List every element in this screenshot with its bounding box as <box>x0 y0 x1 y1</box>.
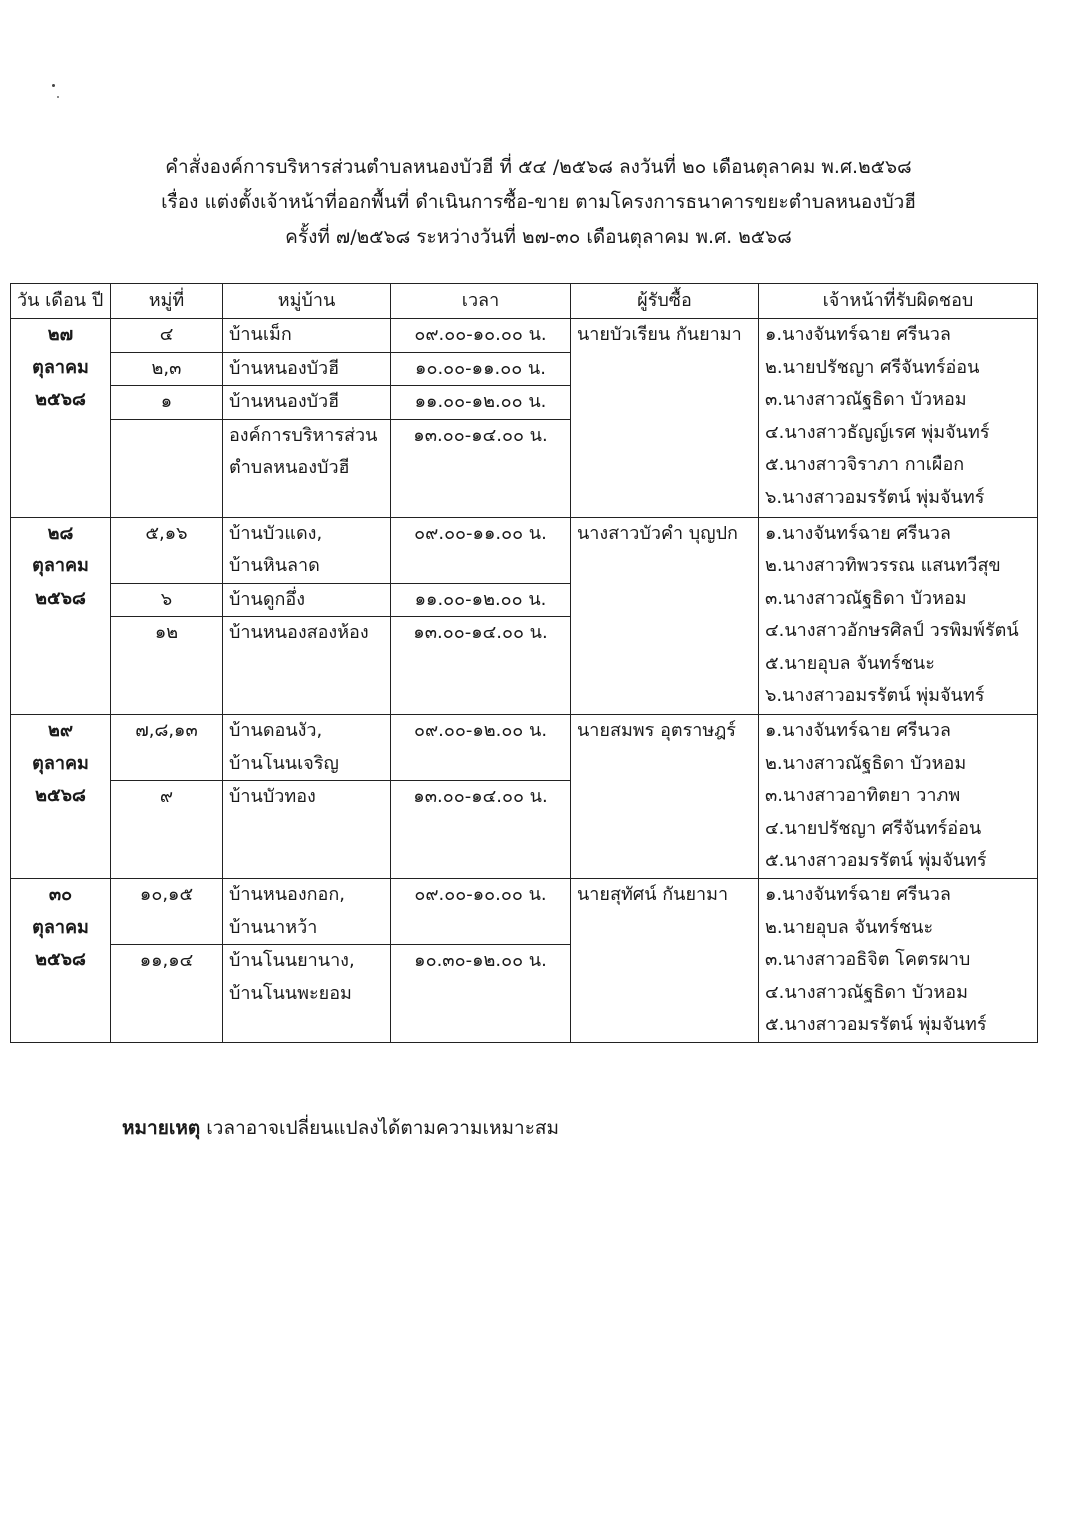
moo-cell: ๔ <box>111 319 223 353</box>
village-cell <box>223 583 391 617</box>
officer-name: ๑.นางจันทร์ฉาย ศรีนวล <box>765 884 951 905</box>
order-period: ครั้งที่ ๗/๒๕๖๘ ระหว่างวันที่ ๒๗-๓๐ เดือนตุลาคม พ.ศ. ๒๕๖๘ <box>285 226 792 248</box>
time-cell: ๐๙.๐๐-๑๐.๐๐ น. <box>391 879 571 945</box>
officer-name: ๕.นางสาวอมรรัตน์ พุ่มจันทร์ <box>765 1014 987 1035</box>
document-header <box>0 150 1077 255</box>
table-row <box>11 319 1038 353</box>
schedule-body <box>11 319 1038 1043</box>
time-cell: ๑๓.๐๐-๑๔.๐๐ น. <box>391 419 571 517</box>
buyer-cell <box>571 879 759 1043</box>
time-cell: ๐๙.๐๐-๑๑.๐๐ น. <box>391 517 571 583</box>
col-header-date: วัน เดือน ปี <box>11 284 111 319</box>
time-cell: ๑๑.๐๐-๑๒.๐๐ น. <box>391 583 571 617</box>
moo-cell: ๑๑,๑๔ <box>111 945 223 1043</box>
date-line: ๒๙ <box>47 720 74 741</box>
col-header-time: เวลา <box>391 284 571 319</box>
time-cell: ๑๐.๐๐-๑๑.๐๐ น. <box>391 352 571 386</box>
date-cell <box>11 319 111 518</box>
buyer-name: นายสุทัศน์ กันยามา <box>577 884 729 905</box>
buyer-cell <box>571 517 759 715</box>
date-line: ๒๕๖๘ <box>35 949 86 970</box>
officer-name: ๔.นางสาวณัฐธิดา บัวหอม <box>765 981 968 1003</box>
village-line: ตำบลหนองบัวฮี <box>229 457 350 478</box>
village-line: บ้านหนองบัวฮี <box>229 391 340 412</box>
date-line: ๒๘ <box>47 522 74 544</box>
officer-name: ๑.นางจันทร์ฉาย ศรีนวล <box>765 720 951 741</box>
village-line: บ้านหินลาด <box>229 555 320 576</box>
village-cell <box>223 419 391 517</box>
village-cell <box>223 781 391 879</box>
village-line: บ้านโนนพะยอม <box>229 982 352 1004</box>
village-line: บ้านนาหว้า <box>229 916 318 938</box>
officer-name: ๓.นางสาวณัฐธิดา บัวหอม <box>765 389 967 410</box>
order-title: คำสั่งองค์การบริหารส่วนตำบลหนองบัวฮี ที่ ๕๔ /๒๕๖๘ ลงวันที่ ๒๐ เดือนตุลาคม พ.ศ.๒๕๖๘ <box>165 156 912 178</box>
moo-cell: ๙ <box>111 781 223 879</box>
village-line: บ้านเม็ก <box>229 324 292 345</box>
date-line: ตุลาคม <box>32 752 89 774</box>
village-line: บ้านหนองกอก, <box>229 884 345 905</box>
time-cell: ๐๙.๐๐-๑๐.๐๐ น. <box>391 319 571 353</box>
officer-name: ๖.นางสาวอมรรัตน์ พุ่มจันทร์ <box>765 486 985 508</box>
time-cell: ๑๓.๐๐-๑๔.๐๐ น. <box>391 617 571 715</box>
date-line: ตุลาคม <box>32 555 89 576</box>
table-header-row <box>11 284 1038 319</box>
order-subject: เรื่อง แต่งตั้งเจ้าหน้าที่ออกพื้นที่ ดำเนินการซื้อ-ขาย ตามโครงการธนาคารขยะตำบลหนองบัวฮี <box>161 191 916 213</box>
time-cell: ๐๙.๐๐-๑๒.๐๐ น. <box>391 715 571 781</box>
officer-name: ๑.นางจันทร์ฉาย ศรีนวล <box>765 324 951 345</box>
date-line: ๒๕๖๘ <box>35 587 86 609</box>
buyer-cell <box>571 319 759 518</box>
buyer-name: นายสมพร อุตราษฎร์ <box>577 720 736 741</box>
date-line: ๒๕๖๘ <box>35 389 86 410</box>
officer-name: ๕.นายอุบล จันทร์ชนะ <box>765 652 935 674</box>
village-line: องค์การบริหารส่วน <box>229 424 378 446</box>
buyer-name: นางสาวบัวคำ บุญปก <box>577 522 738 544</box>
village-cell <box>223 879 391 945</box>
note-text: เวลาอาจเปลี่ยนแปลงได้ตามความเหมาะสม <box>206 1117 560 1139</box>
buyer-name: นายบัวเรียน กันยามา <box>577 324 742 345</box>
footnote <box>122 1113 559 1143</box>
buyer-cell <box>571 715 759 879</box>
date-line: ตุลาคม <box>32 356 89 378</box>
scan-speck <box>57 96 59 98</box>
date-cell <box>11 879 111 1043</box>
village-line: บ้านหนองสองห้อง <box>229 622 369 643</box>
schedule-table <box>10 283 1038 1043</box>
moo-cell <box>111 419 223 517</box>
village-line: บ้านโนนเจริญ <box>229 752 339 774</box>
officer-name: ๓.นางสาวณัฐธิดา บัวหอม <box>765 587 967 609</box>
col-header-moo: หมู่ที่ <box>111 284 223 319</box>
date-cell <box>11 517 111 715</box>
village-line: บ้านโนนยานาง, <box>229 950 355 971</box>
table-row <box>11 517 1038 583</box>
village-cell <box>223 945 391 1043</box>
table-row <box>11 715 1038 781</box>
village-line: บ้านบัวแดง, <box>229 522 323 544</box>
officer-name: ๖.นางสาวอมรรัตน์ พุ่มจันทร์ <box>765 685 985 706</box>
scan-speck <box>52 84 55 87</box>
officer-name: ๑.นางจันทร์ฉาย ศรีนวล <box>765 522 951 544</box>
village-cell <box>223 319 391 353</box>
officer-name: ๒.นายอุบล จันทร์ชนะ <box>765 916 934 938</box>
officers-cell <box>759 517 1038 715</box>
village-line: บ้านหนองบัวฮี <box>229 357 340 379</box>
officers-cell <box>759 879 1038 1043</box>
col-header-buyer: ผู้รับซื้อ <box>571 284 759 319</box>
village-cell <box>223 715 391 781</box>
officer-name: ๓.นางสาวอาทิตยา วาภพ <box>765 785 961 806</box>
moo-cell: ๗,๘,๑๓ <box>111 715 223 781</box>
note-label: หมายเหตุ <box>122 1117 201 1139</box>
moo-cell: ๖ <box>111 583 223 617</box>
moo-cell: ๑ <box>111 386 223 420</box>
village-line: บ้านดอนงัว, <box>229 720 323 741</box>
village-line: บ้านดูกอึ่ง <box>229 588 306 610</box>
village-cell <box>223 386 391 420</box>
officer-name: ๒.นายปรัชญา ศรีจันทร์อ่อน <box>765 356 980 378</box>
moo-cell: ๒,๓ <box>111 352 223 386</box>
date-line: ๒๗ <box>47 324 74 345</box>
officer-name: ๓.นางสาวอธิจิต โคตรผาบ <box>765 949 971 970</box>
col-header-officers: เจ้าหน้าที่รับผิดชอบ <box>759 284 1038 319</box>
officer-name: ๔.นายปรัชญา ศรีจันทร์อ่อน <box>765 817 982 839</box>
time-cell: ๑๐.๓๐-๑๒.๐๐ น. <box>391 945 571 1043</box>
date-cell <box>11 715 111 879</box>
col-header-village: หมู่บ้าน <box>223 284 391 319</box>
date-line: ๒๕๖๘ <box>35 785 86 806</box>
village-cell <box>223 617 391 715</box>
date-line: ๓๐ <box>48 884 73 905</box>
officers-cell <box>759 319 1038 518</box>
time-cell: ๑๑.๐๐-๑๒.๐๐ น. <box>391 386 571 420</box>
officer-name: ๔.นางสาวอักษรศิลป์ วรพิมพ์รัตน์ <box>765 620 1019 641</box>
officer-name: ๕.นางสาวจิราภา กาเผือก <box>765 454 965 475</box>
village-cell <box>223 517 391 583</box>
date-line: ตุลาคม <box>32 916 89 938</box>
moo-cell: ๑๒ <box>111 617 223 715</box>
moo-cell: ๕,๑๖ <box>111 517 223 583</box>
village-cell <box>223 352 391 386</box>
moo-cell: ๑๐,๑๕ <box>111 879 223 945</box>
officer-name: ๕.นางสาวอมรรัตน์ พุ่มจันทร์ <box>765 850 987 871</box>
officer-name: ๔.นางสาวธัญญ์เรศ พุ่มจันทร์ <box>765 421 990 443</box>
time-cell: ๑๓.๐๐-๑๔.๐๐ น. <box>391 781 571 879</box>
village-line: บ้านบัวทอง <box>229 786 316 807</box>
officer-name: ๒.นางสาวณัฐธิดา บัวหอม <box>765 752 967 774</box>
officer-name: ๒.นางสาวทิพวรรณ แสนทวีสุข <box>765 555 1001 576</box>
officers-cell <box>759 715 1038 879</box>
table-row <box>11 879 1038 945</box>
